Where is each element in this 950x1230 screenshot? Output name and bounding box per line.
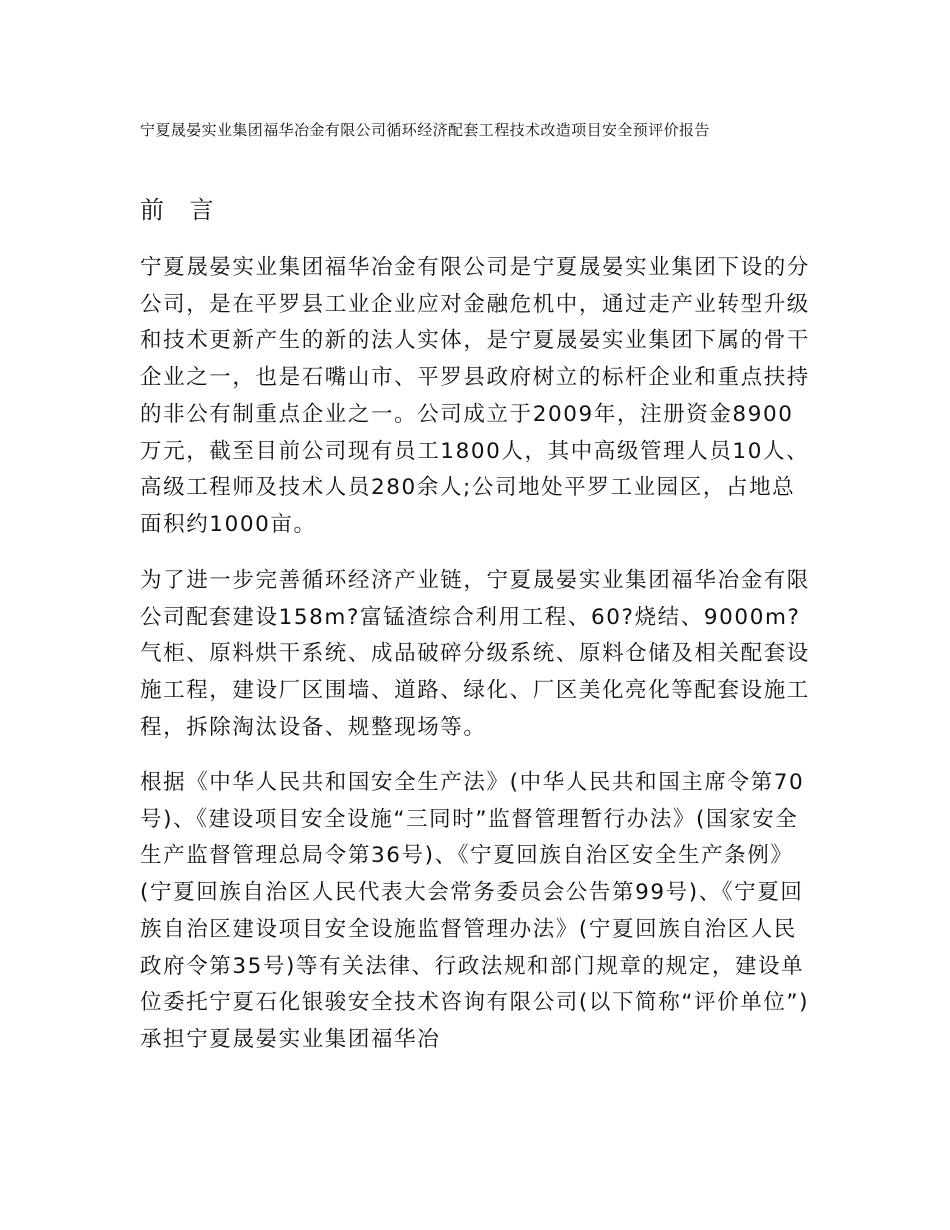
body-paragraph: 宁夏晟晏实业集团福华冶金有限公司是宁夏晟晏实业集团下设的分公司，是在平罗县工业企业应对金融危机中，通过走产业转型升级和技术更新产生的新的法人实体，是宁夏晟晏实业集团下属的骨干企业之一，也是石嘴山市、平罗县政府树立的标杆企业和重点扶持的非公有制重点企业之一。公司成立于2009年，注册资金8900万元，截至目前公司现有员工1800人，其中高级管理人员10人、高级工程师及技术人员280余人;公司地处平罗工业园区，占地总面积约1000亩。 <box>140 255 810 537</box>
document-title: 宁夏晟晏实业集团福华冶金有限公司循环经济配套工程技术改造项目安全预评价报告 <box>140 121 710 139</box>
body-paragraph: 根据《中华人民共和国安全生产法》(中华人民共和国主席令第70号)、《建设项目安全设施“三同时”监督管理暂行办法》(国家安全生产监督管理总局令第36号)、《宁夏回族自治区安全生产条例》(宁夏回族自治区人民代表大会常务委员会公告第99号)、《宁夏回族自治区建设项目安全设施监督管理办法》(宁夏回族自治区人民政府令第35号)等有关法律、行政法规和部门规章的规定，建设单位委托宁夏石化银骏安全技术咨询有限公司(以下简称“评价单位”)承担宁夏晟晏实业集团福华冶 <box>140 770 810 1052</box>
body-paragraph: 为了进一步完善循环经济产业链，宁夏晟晏实业集团福华冶金有限公司配套建设158m?富锰渣综合利用工程、60?烧结、9000m?气柜、原料烘干系统、成品破碎分级系统、原料仓储及相关配套设施工程，建设厂区围墙、道路、绿化、厂区美化亮化等配套设施工程，拆除淘汰设备、规整现场等。 <box>140 568 810 740</box>
section-heading-preface: 前 言 <box>140 196 223 224</box>
